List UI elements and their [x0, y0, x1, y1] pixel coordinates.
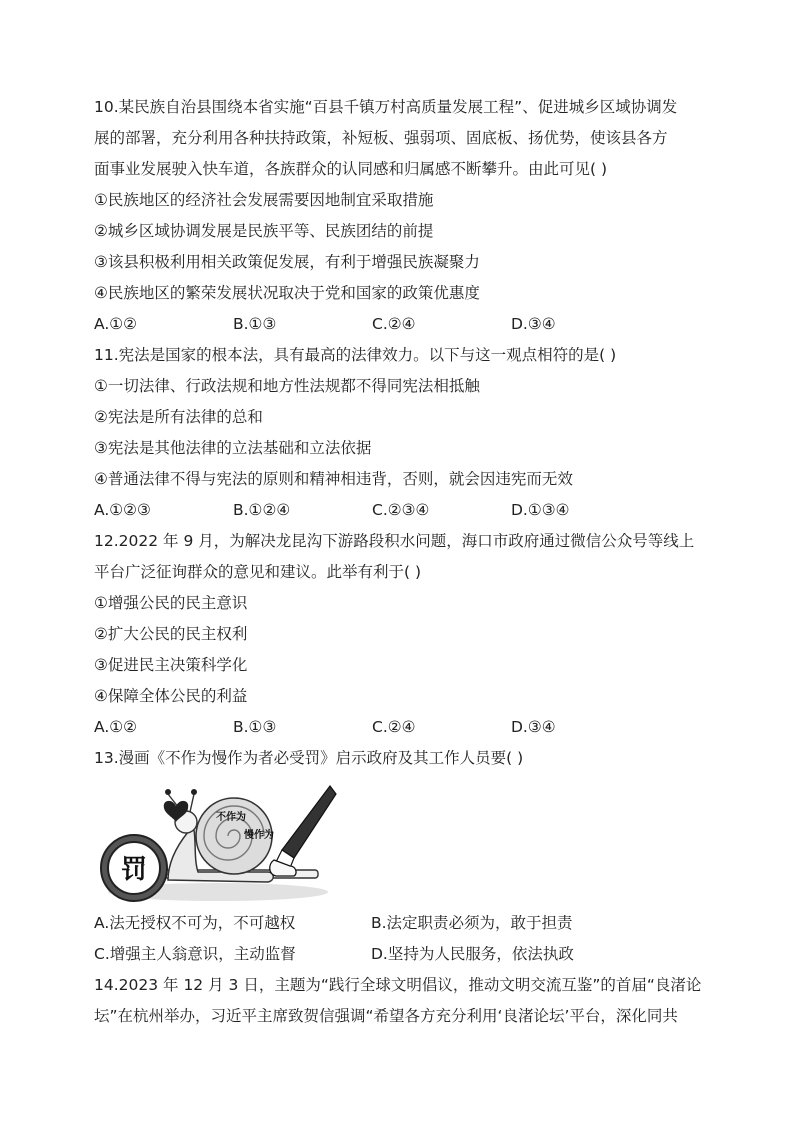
- snail-antenna: [190, 794, 194, 812]
- statement-1: ①民族地区的经济社会发展需要因地制宜采取措施: [94, 191, 434, 209]
- statement-2: ②宪法是所有法律的总和: [94, 408, 263, 426]
- statement-4: ④普通法律不得与宪法的原则和精神相违背，否则，就会因违宪而无效: [94, 470, 573, 488]
- question-list: [94, 92, 704, 1032]
- option-b[interactable]: B.法定职责必须为，敢于担责: [371, 914, 573, 932]
- question-stem-line: 坛”在杭州举办，习近平主席致贺信强调“希望各方充分利用‘良渚论坛’平台，深化同共: [94, 1007, 678, 1025]
- statement-2: ②城乡区域协调发展是民族平等、民族团结的前提: [94, 222, 434, 240]
- option-c[interactable]: C.②③④: [372, 501, 430, 519]
- question-stem-line: 10.某民族自治县围绕本省实施“百县千镇万村高质量发展工程”、促进城乡区域协调发: [94, 98, 678, 116]
- cartoon-figure: [98, 780, 338, 906]
- option-d[interactable]: D.③④: [511, 718, 556, 736]
- statement-4: ④民族地区的繁荣发展状况取决于党和国家的政策优惠度: [94, 284, 480, 302]
- question-stem-line: 平台广泛征询群众的意见和建议。此举有利于( ): [94, 563, 422, 581]
- question-13: [94, 743, 704, 970]
- statement-2: ②扩大公民的民主权利: [94, 625, 248, 643]
- option-b[interactable]: B.①②④: [233, 501, 291, 519]
- penalty-badge-text: 罚: [120, 855, 148, 885]
- option-b[interactable]: B.①③: [233, 315, 277, 333]
- answer-options: [94, 495, 704, 526]
- question-stem-line: 11.宪法是国家的根本法，具有最高的法律效力。以下与这一观点相符的是( ): [94, 346, 617, 364]
- option-d[interactable]: D.①③④: [511, 501, 570, 519]
- option-c[interactable]: C.②④: [372, 718, 416, 736]
- option-c[interactable]: C.增强主人翁意识，主动监督: [94, 945, 296, 963]
- shell-label-2: 慢作为: [244, 830, 274, 841]
- question-stem-line: 展的部署，充分利用各种扶持政策，补短板、强弱项、固底板、扬优势，使该县各方: [94, 129, 668, 147]
- shell-label-1: 不作为: [216, 812, 246, 823]
- question-stem-line: 面事业发展驶入快车道，各族群众的认同感和归属感不断攀升。由此可见( ): [94, 160, 608, 178]
- question-stem-line: 14.2023 年 12 月 3 日，主题为“践行全球文明倡议，推动文明交流互鉴”的首届“良渚论: [94, 976, 702, 994]
- statement-3: ③宪法是其他法律的立法基础和立法依据: [94, 439, 372, 457]
- question-stem-line: 13.漫画《不作为慢作为者必受罚》启示政府及其工作人员要( ): [94, 749, 524, 767]
- option-d[interactable]: D.坚持为人民服务，依法执政: [371, 945, 574, 963]
- answer-options: [94, 309, 704, 340]
- option-b[interactable]: B.①③: [233, 718, 277, 736]
- snail-cartoon-illustration: [98, 780, 338, 906]
- sleeve: [282, 786, 336, 858]
- option-a[interactable]: A.①②: [94, 315, 138, 333]
- question-14: [94, 970, 704, 1032]
- option-a[interactable]: A.①②③: [94, 501, 151, 519]
- question-10: [94, 92, 704, 340]
- statement-3: ③促进民主决策科学化: [94, 656, 248, 674]
- statement-3: ③该县积极利用相关政策促发展，有利于增强民族凝聚力: [94, 253, 480, 271]
- answer-options: [94, 712, 704, 743]
- answer-options-row-1: [94, 908, 704, 939]
- option-a[interactable]: A.①②: [94, 718, 138, 736]
- option-a[interactable]: A.法无授权不可为，不可越权: [94, 914, 296, 932]
- question-12: [94, 526, 704, 743]
- question-11: [94, 340, 704, 526]
- option-d[interactable]: D.③④: [511, 315, 556, 333]
- answer-options-row-2: [94, 939, 704, 970]
- statement-1: ①一切法律、行政法规和地方性法规都不得同宪法相抵触: [94, 377, 480, 395]
- option-c[interactable]: C.②④: [372, 315, 416, 333]
- question-stem-line: 12.2022 年 9 月，为解决龙昆沟下游路段积水问题，海口市政府通过微信公众号等线上: [94, 532, 695, 550]
- antenna-tip: [165, 789, 171, 795]
- statement-1: ①增强公民的民主意识: [94, 594, 248, 612]
- antenna-tip: [191, 789, 197, 795]
- statement-4: ④保障全体公民的利益: [94, 687, 248, 705]
